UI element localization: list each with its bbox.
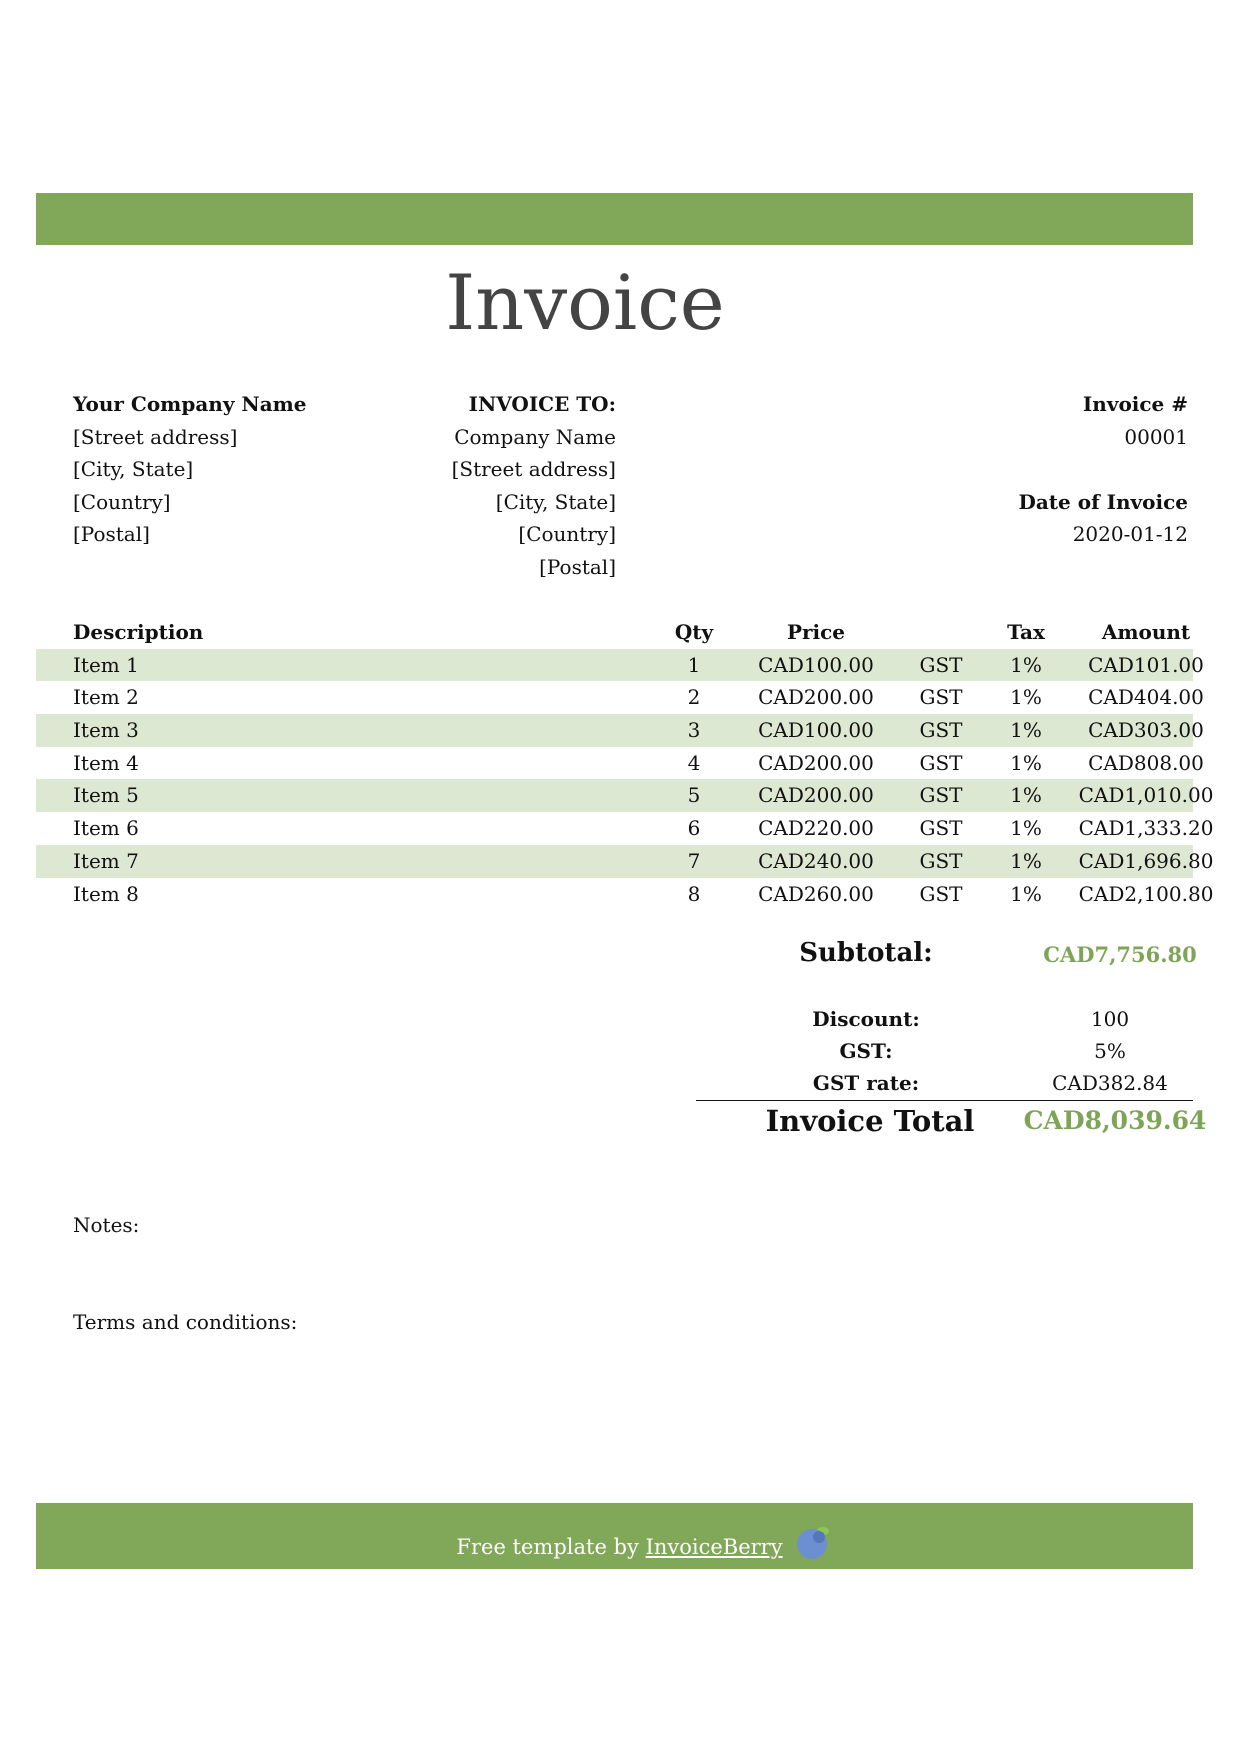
invoice-total-value: CAD8,039.64 bbox=[1023, 1106, 1207, 1135]
bill-to-street: [Street address] bbox=[451, 457, 616, 481]
item-tax: 1% bbox=[1010, 816, 1042, 841]
item-price: CAD220.00 bbox=[758, 816, 874, 841]
discount-label: Discount: bbox=[812, 1007, 920, 1031]
item-amount: CAD1,696.80 bbox=[1078, 848, 1214, 873]
item-description: Item 7 bbox=[73, 848, 139, 873]
item-amount: CAD2,100.80 bbox=[1078, 881, 1214, 906]
header-description: Description bbox=[73, 620, 204, 644]
table-row bbox=[36, 878, 1214, 911]
item-description: Item 2 bbox=[73, 685, 139, 710]
item-tax-name: GST bbox=[919, 848, 963, 873]
sender-company-name: Your Company Name bbox=[73, 392, 307, 416]
item-qty: 2 bbox=[687, 685, 701, 710]
gst-label: GST: bbox=[839, 1039, 893, 1063]
item-price: CAD200.00 bbox=[758, 750, 874, 775]
invoice-number: 00001 bbox=[1124, 424, 1188, 449]
subtotal-label: Subtotal: bbox=[799, 938, 933, 968]
item-description: Item 3 bbox=[73, 718, 139, 743]
item-tax: 1% bbox=[1010, 848, 1042, 873]
item-tax: 1% bbox=[1010, 685, 1042, 710]
gst-rate-label: GST rate: bbox=[812, 1071, 920, 1095]
item-price: CAD240.00 bbox=[758, 848, 874, 873]
table-header-row bbox=[36, 616, 1193, 649]
invoice-date: 2020-01-12 bbox=[1072, 522, 1188, 546]
header-accent-bar bbox=[36, 193, 1193, 245]
item-qty: 4 bbox=[687, 750, 701, 775]
table-row bbox=[36, 649, 1204, 682]
bill-to-block bbox=[400, 388, 616, 583]
item-amount: CAD303.00 bbox=[1088, 718, 1204, 743]
invoice-meta-block bbox=[900, 388, 1188, 551]
gst-value: 5% bbox=[1094, 1039, 1126, 1063]
header-qty: Qty bbox=[674, 620, 714, 644]
meta-spacer bbox=[900, 453, 1188, 486]
item-amount: CAD1,010.00 bbox=[1078, 783, 1214, 808]
footer-prefix: Free template by bbox=[456, 1535, 646, 1559]
notes-label: Notes: bbox=[73, 1213, 140, 1237]
item-tax: 1% bbox=[1010, 750, 1042, 775]
item-description: Item 8 bbox=[73, 881, 139, 906]
terms-label: Terms and conditions: bbox=[73, 1310, 298, 1334]
item-price: CAD100.00 bbox=[758, 718, 874, 743]
item-description: Item 4 bbox=[73, 750, 139, 775]
item-tax-name: GST bbox=[919, 783, 963, 808]
table-row bbox=[36, 714, 1204, 747]
item-price: CAD200.00 bbox=[758, 783, 874, 808]
item-amount: CAD808.00 bbox=[1088, 750, 1204, 775]
item-amount: CAD1,333.20 bbox=[1078, 816, 1214, 841]
item-price: CAD100.00 bbox=[758, 652, 874, 677]
invoice-total-label: Invoice Total bbox=[765, 1104, 975, 1138]
item-tax-name: GST bbox=[919, 816, 963, 841]
header-amount: Amount bbox=[1101, 620, 1191, 644]
item-tax: 1% bbox=[1010, 652, 1042, 677]
item-qty: 8 bbox=[687, 881, 701, 906]
subtotal-value: CAD7,756.80 bbox=[1043, 942, 1197, 967]
item-qty: 1 bbox=[687, 652, 701, 677]
sender-city-state: [City, State] bbox=[73, 457, 194, 481]
item-qty: 5 bbox=[687, 783, 701, 808]
item-amount: CAD404.00 bbox=[1088, 685, 1204, 710]
sender-address-block bbox=[73, 388, 307, 551]
item-tax: 1% bbox=[1010, 783, 1042, 808]
table-row bbox=[36, 779, 1214, 812]
footer-credit bbox=[0, 1535, 1239, 1559]
item-tax: 1% bbox=[1010, 881, 1042, 906]
bill-to-city-state: [City, State] bbox=[495, 489, 616, 514]
gst-rate-value: CAD382.84 bbox=[1052, 1071, 1168, 1095]
table-row bbox=[36, 747, 1204, 780]
item-tax-name: GST bbox=[919, 718, 963, 743]
table-row bbox=[36, 812, 1214, 845]
table-row bbox=[36, 845, 1214, 878]
item-tax: 1% bbox=[1010, 718, 1042, 743]
header-price: Price bbox=[786, 620, 846, 644]
item-description: Item 6 bbox=[73, 816, 139, 841]
invoice-date-label: Date of Invoice bbox=[1018, 489, 1188, 514]
bill-to-heading: INVOICE TO: bbox=[468, 392, 616, 416]
discount-value: 100 bbox=[1090, 1007, 1130, 1031]
total-divider bbox=[696, 1100, 1193, 1101]
item-qty: 6 bbox=[687, 816, 701, 841]
sender-postal: [Postal] bbox=[73, 522, 150, 546]
invoiceberry-link[interactable]: InvoiceBerry bbox=[645, 1535, 783, 1559]
item-amount: CAD101.00 bbox=[1088, 652, 1204, 677]
item-tax-name: GST bbox=[919, 685, 963, 710]
item-description: Item 1 bbox=[73, 652, 139, 677]
item-tax-name: GST bbox=[919, 652, 963, 677]
sender-street: [Street address] bbox=[73, 424, 238, 449]
item-tax-name: GST bbox=[919, 750, 963, 775]
bill-to-country: [Country] bbox=[518, 522, 616, 546]
invoice-number-label: Invoice # bbox=[1082, 392, 1188, 416]
item-tax-name: GST bbox=[919, 881, 963, 906]
item-description: Item 5 bbox=[73, 783, 139, 808]
line-items-table bbox=[36, 616, 1214, 910]
sender-country: [Country] bbox=[73, 489, 171, 514]
blueberry-logo-icon bbox=[795, 1525, 831, 1561]
item-price: CAD200.00 bbox=[758, 685, 874, 710]
bill-to-postal: [Postal] bbox=[539, 554, 616, 579]
header-tax: Tax bbox=[1007, 620, 1045, 644]
table-row bbox=[36, 681, 1204, 714]
item-qty: 7 bbox=[687, 848, 701, 873]
document-title: Invoice bbox=[445, 258, 725, 347]
item-qty: 3 bbox=[687, 718, 701, 743]
item-price: CAD260.00 bbox=[758, 881, 874, 906]
bill-to-company: Company Name bbox=[454, 424, 616, 449]
